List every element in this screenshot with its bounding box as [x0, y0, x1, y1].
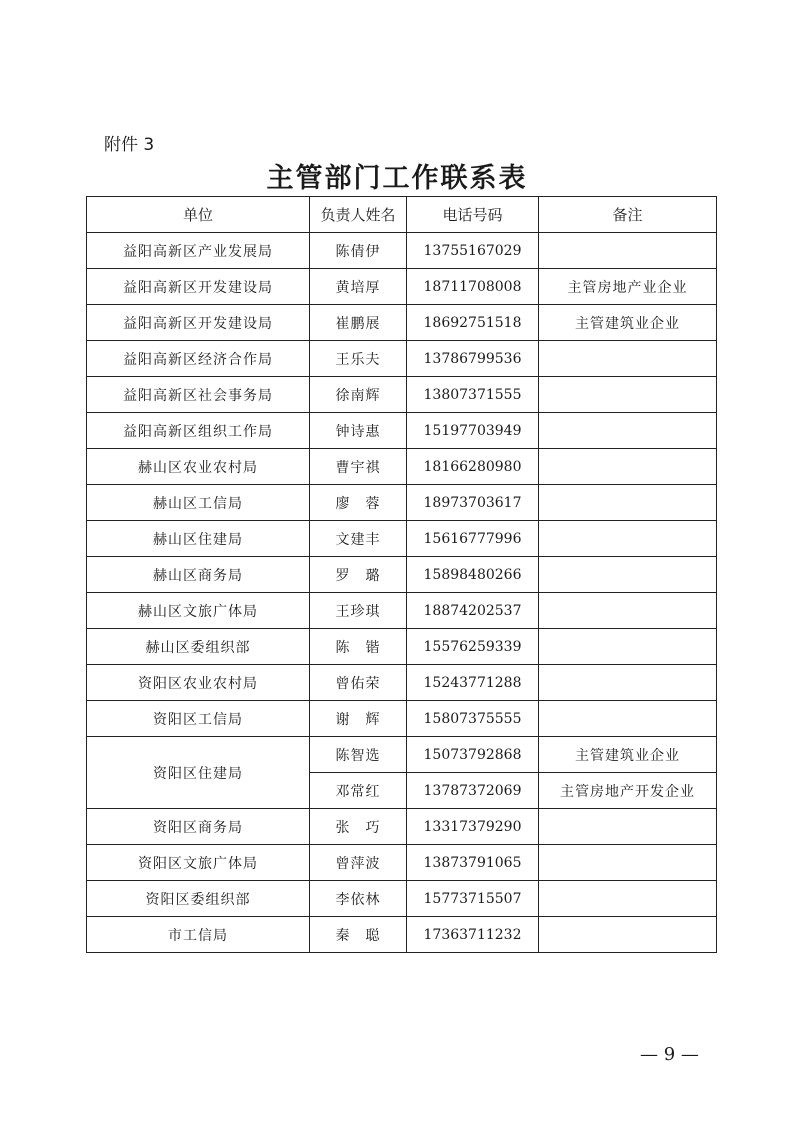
- phone-cell: 15073792868: [407, 737, 539, 773]
- note-cell: [539, 557, 717, 593]
- phone-cell: 15807375555: [407, 701, 539, 737]
- unit-cell: 资阳区住建局: [87, 737, 310, 809]
- name-cell: 钟诗惠: [310, 413, 407, 449]
- unit-cell: 赫山区商务局: [87, 557, 310, 593]
- note-cell: [539, 341, 717, 377]
- phone-cell: 13317379290: [407, 809, 539, 845]
- name-cell: 谢 辉: [310, 701, 407, 737]
- phone-cell: 18166280980: [407, 449, 539, 485]
- table-row: [87, 341, 717, 377]
- phone-cell: 18973703617: [407, 485, 539, 521]
- name-cell: 陈倩伊: [310, 233, 407, 269]
- unit-cell: 益阳高新区经济合作局: [87, 341, 310, 377]
- note-cell: [539, 665, 717, 701]
- name-cell: 黄培厚: [310, 269, 407, 305]
- table-row: [87, 557, 717, 593]
- phone-cell: 18874202537: [407, 593, 539, 629]
- name-cell: 李依林: [310, 881, 407, 917]
- table-row: [87, 413, 717, 449]
- note-cell: [539, 377, 717, 413]
- unit-cell: 资阳区农业农村局: [87, 665, 310, 701]
- name-cell: 徐南辉: [310, 377, 407, 413]
- phone-cell: 13786799536: [407, 341, 539, 377]
- name-cell: 陈 锴: [310, 629, 407, 665]
- table-row: [87, 737, 717, 773]
- name-cell: 王乐夫: [310, 341, 407, 377]
- note-cell: [539, 521, 717, 557]
- note-cell: [539, 917, 717, 953]
- phone-cell: 15243771288: [407, 665, 539, 701]
- unit-cell: 资阳区文旅广体局: [87, 845, 310, 881]
- table-row: [87, 593, 717, 629]
- table-row: [87, 629, 717, 665]
- name-cell: 张 巧: [310, 809, 407, 845]
- table-row: [87, 809, 717, 845]
- table-header-row: [87, 197, 717, 233]
- note-cell: [539, 485, 717, 521]
- unit-cell: 资阳区商务局: [87, 809, 310, 845]
- phone-cell: 13787372069: [407, 773, 539, 809]
- name-cell: 罗 璐: [310, 557, 407, 593]
- note-cell: [539, 449, 717, 485]
- page-number: — 9 —: [640, 1044, 699, 1065]
- note-cell: [539, 701, 717, 737]
- unit-cell: 益阳高新区社会事务局: [87, 377, 310, 413]
- note-cell: [539, 413, 717, 449]
- name-cell: 曾萍波: [310, 845, 407, 881]
- table-row: [87, 881, 717, 917]
- header-unit: 单位: [87, 197, 310, 233]
- phone-cell: 15898480266: [407, 557, 539, 593]
- unit-cell: 资阳区委组织部: [87, 881, 310, 917]
- contact-table: [86, 196, 717, 953]
- header-phone: 电话号码: [407, 197, 539, 233]
- name-cell: 文建丰: [310, 521, 407, 557]
- phone-cell: 17363711232: [407, 917, 539, 953]
- name-cell: 曹宇祺: [310, 449, 407, 485]
- unit-cell: 益阳高新区产业发展局: [87, 233, 310, 269]
- note-cell: [539, 809, 717, 845]
- phone-cell: 13807371555: [407, 377, 539, 413]
- phone-cell: 15197703949: [407, 413, 539, 449]
- phone-cell: 18692751518: [407, 305, 539, 341]
- phone-cell: 13873791065: [407, 845, 539, 881]
- name-cell: 陈智选: [310, 737, 407, 773]
- unit-cell: 赫山区农业农村局: [87, 449, 310, 485]
- header-note: 备注: [539, 197, 717, 233]
- unit-cell: 益阳高新区开发建设局: [87, 305, 310, 341]
- note-cell: [539, 233, 717, 269]
- note-cell: [539, 881, 717, 917]
- phone-cell: 18711708008: [407, 269, 539, 305]
- phone-cell: 15576259339: [407, 629, 539, 665]
- unit-cell: 赫山区住建局: [87, 521, 310, 557]
- name-cell: 崔鹏展: [310, 305, 407, 341]
- table-row: [87, 665, 717, 701]
- header-name: 负责人姓名: [310, 197, 407, 233]
- name-cell: 廖 蓉: [310, 485, 407, 521]
- note-cell: 主管房地产开发企业: [539, 773, 717, 809]
- unit-cell: 赫山区委组织部: [87, 629, 310, 665]
- table-row: [87, 305, 717, 341]
- table-row: [87, 485, 717, 521]
- name-cell: 秦 聪: [310, 917, 407, 953]
- note-cell: [539, 845, 717, 881]
- document-title: 主管部门工作联系表: [266, 163, 528, 194]
- table-row: [87, 845, 717, 881]
- table-row: [87, 449, 717, 485]
- table-row: [87, 521, 717, 557]
- name-cell: 王珍琪: [310, 593, 407, 629]
- attachment-label: 附件 3: [104, 135, 155, 155]
- table-row: [87, 233, 717, 269]
- note-cell: 主管建筑业企业: [539, 305, 717, 341]
- table-row: [87, 377, 717, 413]
- name-cell: 曾佑荣: [310, 665, 407, 701]
- note-cell: 主管建筑业企业: [539, 737, 717, 773]
- unit-cell: 赫山区工信局: [87, 485, 310, 521]
- table-row: [87, 701, 717, 737]
- unit-cell: 赫山区文旅广体局: [87, 593, 310, 629]
- name-cell: 邓常红: [310, 773, 407, 809]
- unit-cell: 市工信局: [87, 917, 310, 953]
- note-cell: [539, 629, 717, 665]
- note-cell: 主管房地产业企业: [539, 269, 717, 305]
- phone-cell: 15773715507: [407, 881, 539, 917]
- phone-cell: 15616777996: [407, 521, 539, 557]
- note-cell: [539, 593, 717, 629]
- unit-cell: 资阳区工信局: [87, 701, 310, 737]
- table-row: [87, 269, 717, 305]
- unit-cell: 益阳高新区开发建设局: [87, 269, 310, 305]
- unit-cell: 益阳高新区组织工作局: [87, 413, 310, 449]
- table-body: [87, 233, 717, 953]
- phone-cell: 13755167029: [407, 233, 539, 269]
- table-row: [87, 917, 717, 953]
